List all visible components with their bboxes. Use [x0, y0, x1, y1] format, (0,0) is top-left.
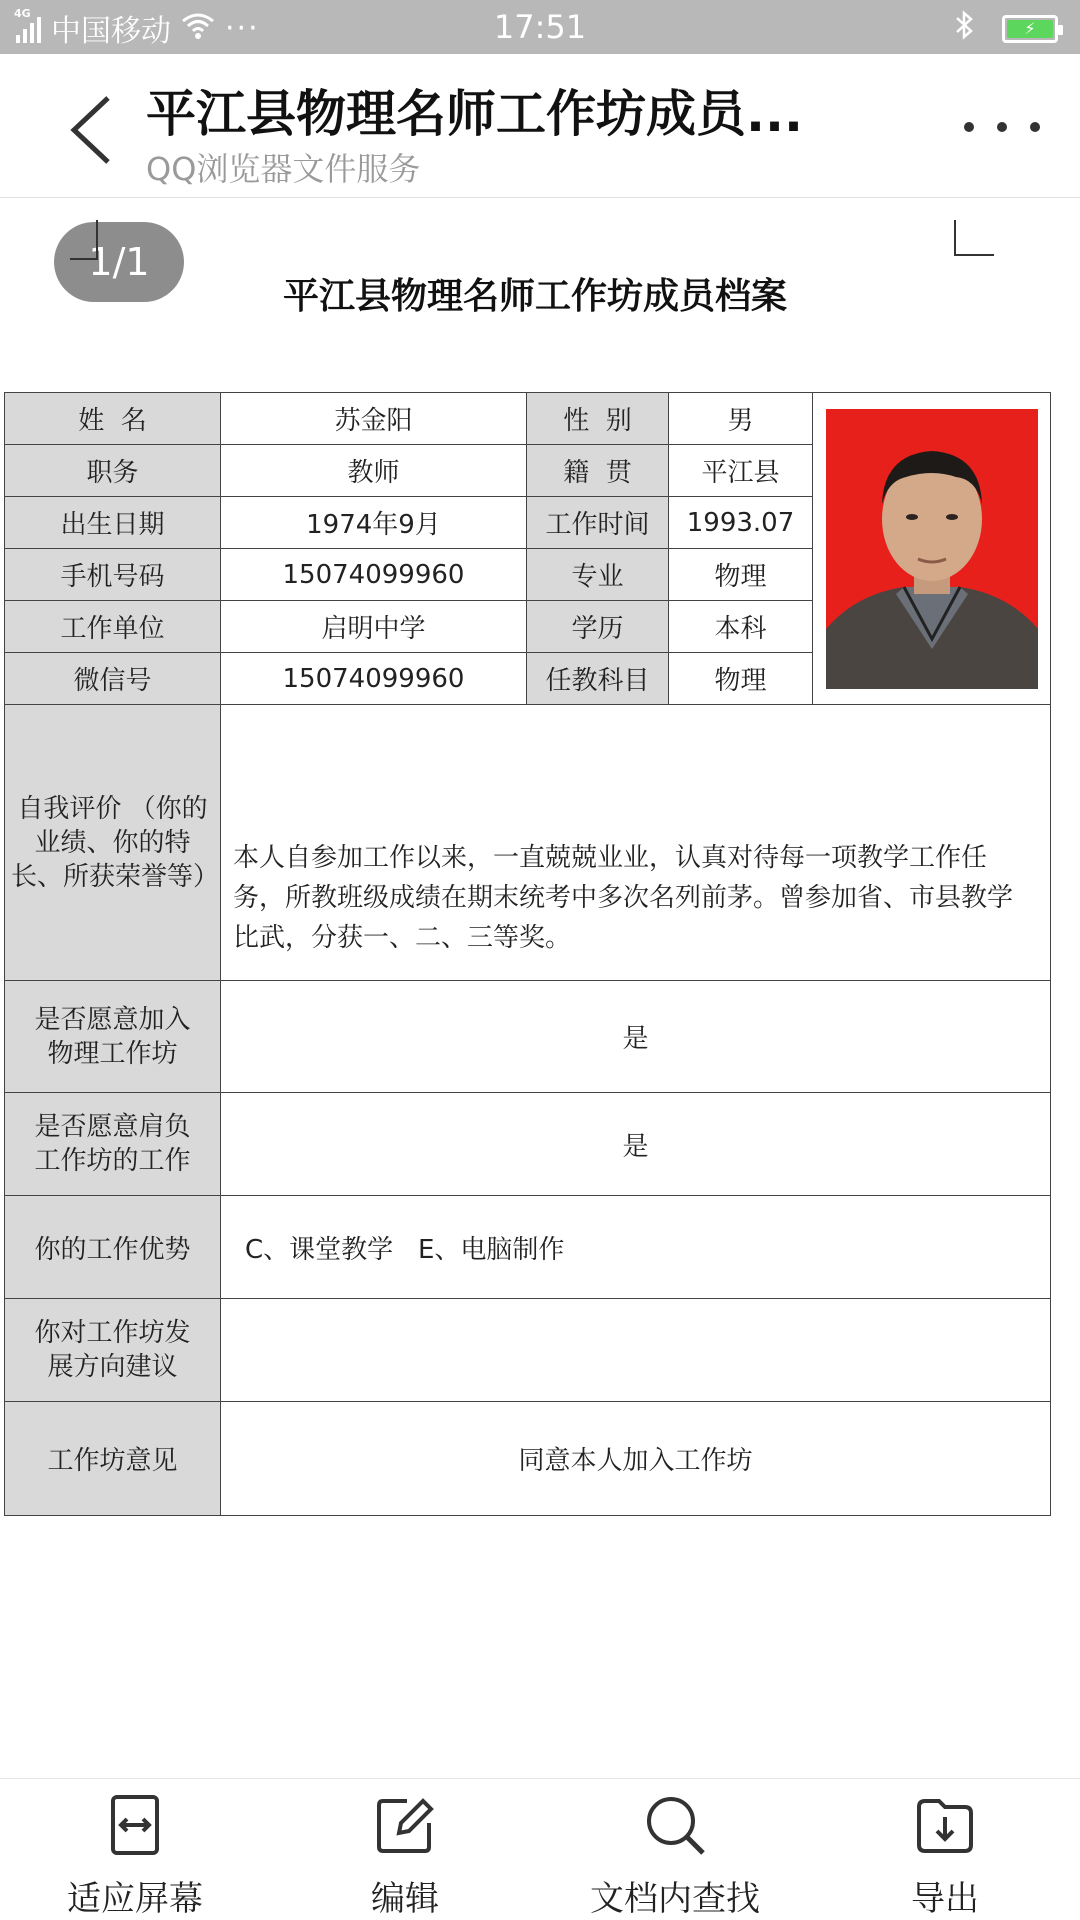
gender-value: 男 [669, 393, 813, 445]
header-bar [0, 54, 1080, 198]
profile-table [4, 392, 1051, 1516]
export-icon [913, 1793, 977, 1857]
employer-label: 工作单位 [5, 601, 221, 653]
profile-photo [826, 409, 1038, 689]
employer-value: 启明中学 [221, 601, 527, 653]
edit-button[interactable] [270, 1779, 540, 1920]
birth-label: 出生日期 [5, 497, 221, 549]
document-viewer[interactable] [0, 198, 1080, 1778]
page-title: 平江县物理名师工作坊成员... [146, 85, 803, 143]
duty-label-text: 是否愿意肩负工作坊的工作 [34, 1112, 191, 1176]
back-arrow-icon [60, 90, 120, 170]
carrier-name: 中国移动 [51, 14, 171, 49]
advantage-value: C、课堂教学 E、电脑制作 [221, 1196, 1051, 1299]
edit-icon [373, 1793, 437, 1857]
education-label: 学历 [527, 601, 669, 653]
name-value: 苏金阳 [221, 393, 527, 445]
suggestion-label-text: 你对工作坊发展方向建议 [34, 1318, 191, 1382]
fit-screen-icon [103, 1793, 167, 1857]
gender-label: 性 别 [527, 393, 669, 445]
export-label: 导出 [911, 1879, 979, 1919]
page-subtitle: QQ浏览器文件服务 [146, 150, 421, 188]
bluetooth-icon [954, 10, 976, 47]
battery-icon: ⚡ [1002, 15, 1058, 43]
subject-label: 任教科目 [527, 653, 669, 705]
join-value: 是 [221, 981, 1051, 1093]
bottom-toolbar [0, 1778, 1080, 1920]
phone-value: 15074099960 [221, 549, 527, 601]
birth-value: 1974年9月 [221, 497, 527, 549]
join-label [5, 981, 221, 1093]
network-type: 4G [14, 7, 31, 20]
document-title: 平江县物理名师工作坊成员档案 [282, 276, 787, 317]
more-icon[interactable] [964, 112, 1040, 142]
crop-mark-right [954, 220, 994, 256]
worktime-label: 工作时间 [527, 497, 669, 549]
status-time: 17:51 [493, 8, 587, 46]
self-eval-label [5, 705, 221, 981]
wechat-value: 15074099960 [221, 653, 527, 705]
edit-label: 编辑 [371, 1879, 439, 1919]
duty-value: 是 [221, 1093, 1051, 1196]
self-eval-value: 本人自参加工作以来，一直兢兢业业，认真对待每一项教学工作任务，所教班级成绩在期末统考中多次名列前茅。曾参加省、市县教学比武，分获一、二、三等奖。 [221, 705, 1051, 981]
major-value: 物理 [669, 549, 813, 601]
origin-value: 平江县 [669, 445, 813, 497]
fit-screen-button[interactable] [0, 1779, 270, 1920]
position-value: 教师 [221, 445, 527, 497]
photo-cell [813, 393, 1051, 705]
opinion-value: 同意本人加入工作坊 [221, 1402, 1051, 1516]
worktime-value: 1993.07 [669, 497, 813, 549]
suggestion-label [5, 1299, 221, 1402]
name-label: 姓 名 [5, 393, 221, 445]
join-label-text: 是否愿意加入物理工作坊 [34, 1004, 191, 1069]
status-dots: ··· [225, 10, 260, 46]
fit-screen-label: 适应屏幕 [67, 1879, 203, 1919]
export-button[interactable] [810, 1779, 1080, 1920]
opinion-label: 工作坊意见 [5, 1402, 221, 1516]
find-label: 文档内查找 [590, 1879, 760, 1919]
find-in-document-button[interactable] [540, 1779, 810, 1920]
page-indicator: 1/1 [54, 222, 184, 302]
status-bar [0, 0, 1080, 54]
subject-value: 物理 [669, 653, 813, 705]
self-eval-label-text: 自我评价 （你的业绩、你的特长、所获荣誉等） [11, 793, 220, 892]
major-label: 专业 [527, 549, 669, 601]
back-button[interactable] [60, 90, 120, 170]
search-icon [643, 1793, 707, 1857]
position-label: 职务 [5, 445, 221, 497]
education-value: 本科 [669, 601, 813, 653]
wechat-label: 微信号 [5, 653, 221, 705]
crop-mark-left [70, 220, 98, 260]
duty-label [5, 1093, 221, 1196]
suggestion-value [221, 1299, 1051, 1402]
phone-label: 手机号码 [5, 549, 221, 601]
origin-label: 籍 贯 [527, 445, 669, 497]
advantage-label: 你的工作优势 [5, 1196, 221, 1299]
